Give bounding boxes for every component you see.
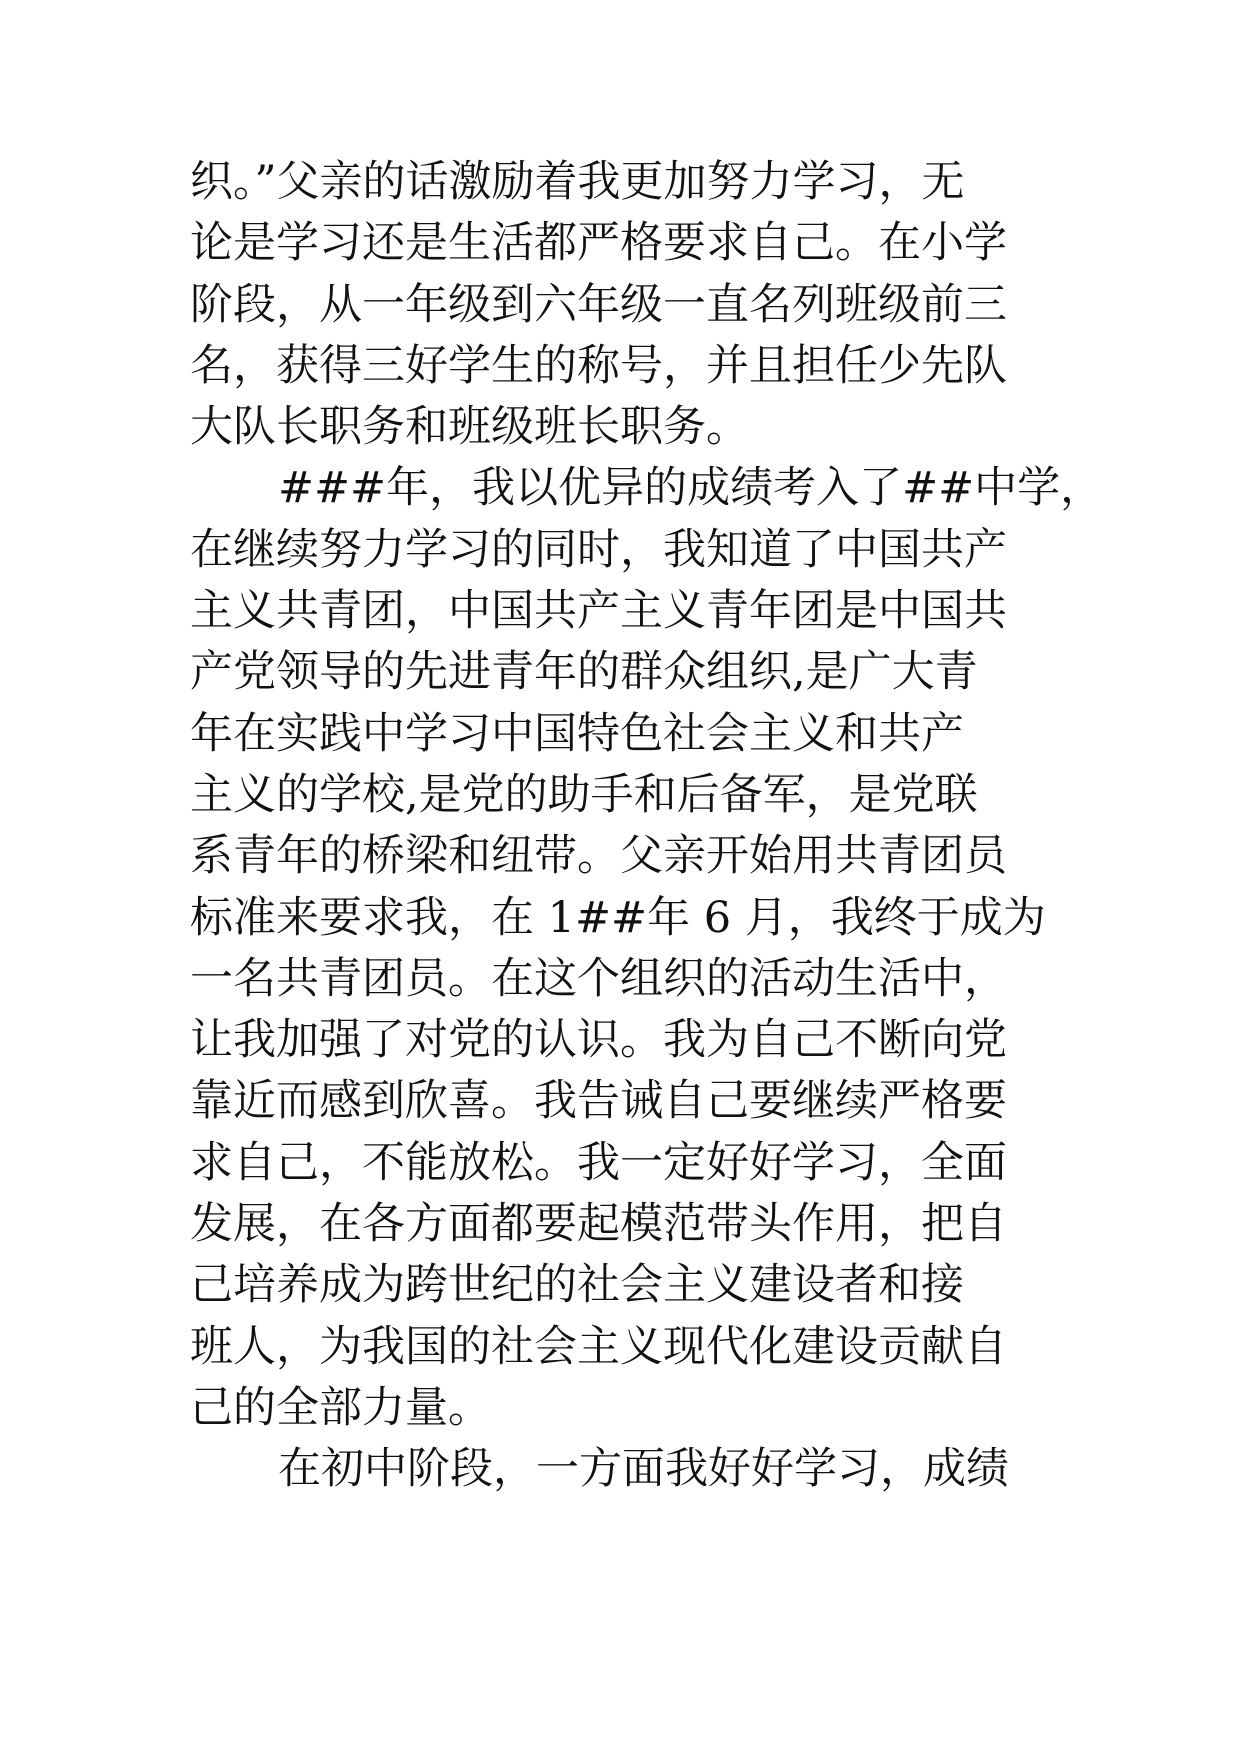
- text-line: 大队长职务和班级班长职务。: [190, 402, 749, 453]
- text-line: 织。”父亲的话激励着我更加努力学习，无: [190, 157, 965, 207]
- text-line: 一名共青团员。在这个组织的活动生活中，: [190, 953, 1007, 1004]
- text-line: 论是学习还是生活都严格要求自己。在小学: [190, 218, 1007, 269]
- text-line: 在初中阶段，一方面我好好学习，成绩: [278, 1444, 1009, 1495]
- paragraph-3: [190, 1439, 1090, 1500]
- text-line: 主义共青团，中国共产主义青年团是中国共: [190, 586, 1007, 637]
- text-line: 发展，在各方面都要起模范带头作用，把自: [190, 1199, 1007, 1250]
- paragraph-1: [190, 152, 1090, 458]
- text-line: 年在实践中学习中国特色社会主义和共产: [190, 708, 964, 759]
- text-line: 主义的学校,是党的助手和后备军，是党联: [190, 769, 978, 820]
- text-line: 名，获得三好学生的称号，并且担任少先队: [190, 340, 1007, 391]
- text-line: ###年，我以优异的成绩考入了##中学，: [278, 463, 1104, 514]
- text-line: 产党领导的先进青年的群众组织,是广大青: [190, 647, 978, 698]
- text-line: 系青年的桥梁和纽带。父亲开始用共青团员: [190, 831, 1007, 882]
- text-line: 在继续努力学习的同时，我知道了中国共产: [190, 524, 1007, 575]
- text-line: 标准来要求我，在 1##年 6 月，我终于成为: [190, 892, 1046, 943]
- document-body: [190, 152, 1104, 1501]
- text-line: 己培养成为跨世纪的社会主义建设者和接: [190, 1260, 964, 1311]
- text-line: 靠近而感到欣喜。我告诫自己要继续严格要: [190, 1076, 1007, 1127]
- paragraph-2: [190, 458, 1104, 1439]
- text-line: 求自己，不能放松。我一定好好学习，全面: [190, 1137, 1007, 1188]
- text-line: 阶段，从一年级到六年级一直名列班级前三: [190, 279, 1007, 330]
- text-line: 班人，为我国的社会主义现代化建设贡献自: [190, 1321, 1007, 1372]
- text-line: 让我加强了对党的认识。我为自己不断向党: [190, 1015, 1007, 1066]
- text-line: 己的全部力量。: [190, 1382, 491, 1433]
